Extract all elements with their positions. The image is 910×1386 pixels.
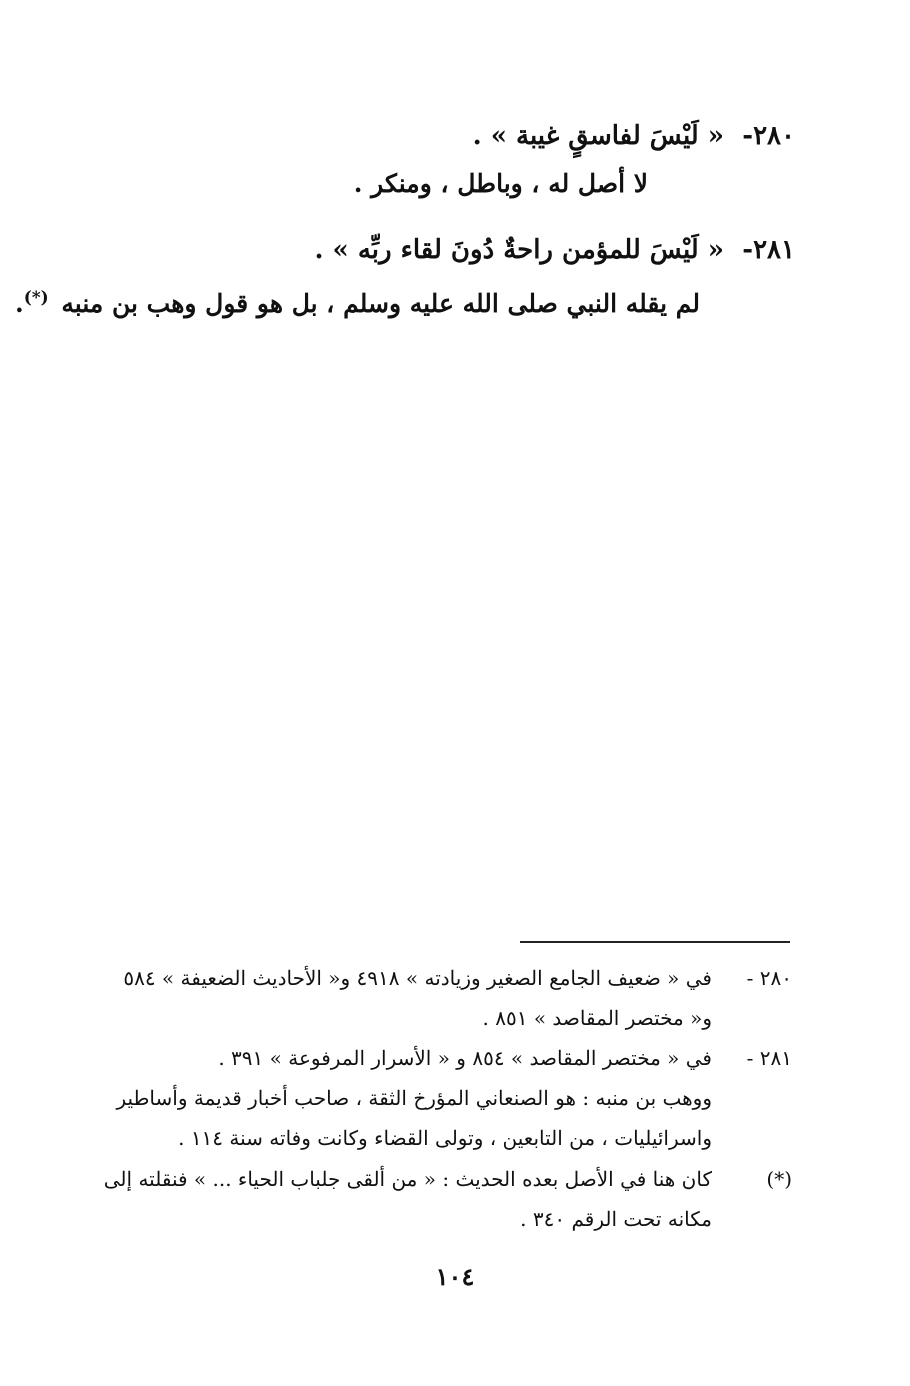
- footnote-line: و« مختصر المقاصد » ٨٥١ .: [482, 1006, 712, 1030]
- footnote-line: في « مختصر المقاصد » ٨٥٤ و « الأسرار المرفوعة » ٣٩١ .: [218, 1046, 712, 1070]
- footnote-asterisk: [102, 1164, 792, 1244]
- footnote-line: مكانه تحت الرقم ٣٤٠ .: [520, 1207, 712, 1231]
- hadith-entry-281: [105, 230, 795, 270]
- page-number: ١٠٤: [435, 1262, 475, 1291]
- footnote-281: [102, 1043, 792, 1163]
- entry-number: ٢٨١-: [742, 235, 795, 265]
- hadith-entry-280: [105, 116, 795, 156]
- footnote-line: في « ضعيف الجامع الصغير وزيادته » ٤٩١٨ و« الأحاديث الضعيفة » ٥٨٤: [123, 966, 712, 990]
- footnote-line: ووهب بن منبه : هو الصنعاني المؤرخ الثقة ، صاحب أخبار قديمة وأساطير: [116, 1086, 712, 1110]
- footnote-label: ٢٨٠ -: [746, 966, 792, 990]
- footnote-label: (*): [766, 1167, 792, 1191]
- footnote-line: كان هنا في الأصل بعده الحديث : « من ألقى جلباب الحياء ... » فنقلته إلى: [103, 1167, 712, 1191]
- ruling-end: .: [14, 289, 24, 318]
- footnote-marker: (*): [23, 287, 49, 308]
- hadith-ruling-281: [15, 284, 700, 324]
- footnote-280: [102, 963, 792, 1043]
- footnote-label: ٢٨١ -: [746, 1046, 792, 1070]
- ruling-text: لم يقله النبي صلى الله عليه وسلم ، بل هو قول وهب بن منبه: [61, 289, 700, 318]
- footnote-line: واسرائيليات ، من التابعين ، وتولى القضاء وكانت وفاته سنة ١١٤ .: [178, 1126, 712, 1150]
- footnote-separator: [520, 941, 790, 943]
- entry-number: ٢٨٠-: [742, 121, 795, 151]
- hadith-ruling-280: لا أصل له ، وباطل ، ومنكر .: [353, 169, 648, 198]
- hadith-text: « لَيْسَ للمؤمن راحةٌ دُونَ لقاء ربِّه » .: [314, 235, 725, 265]
- hadith-text: « لَيْسَ لفاسقٍ غيبة » .: [472, 121, 725, 151]
